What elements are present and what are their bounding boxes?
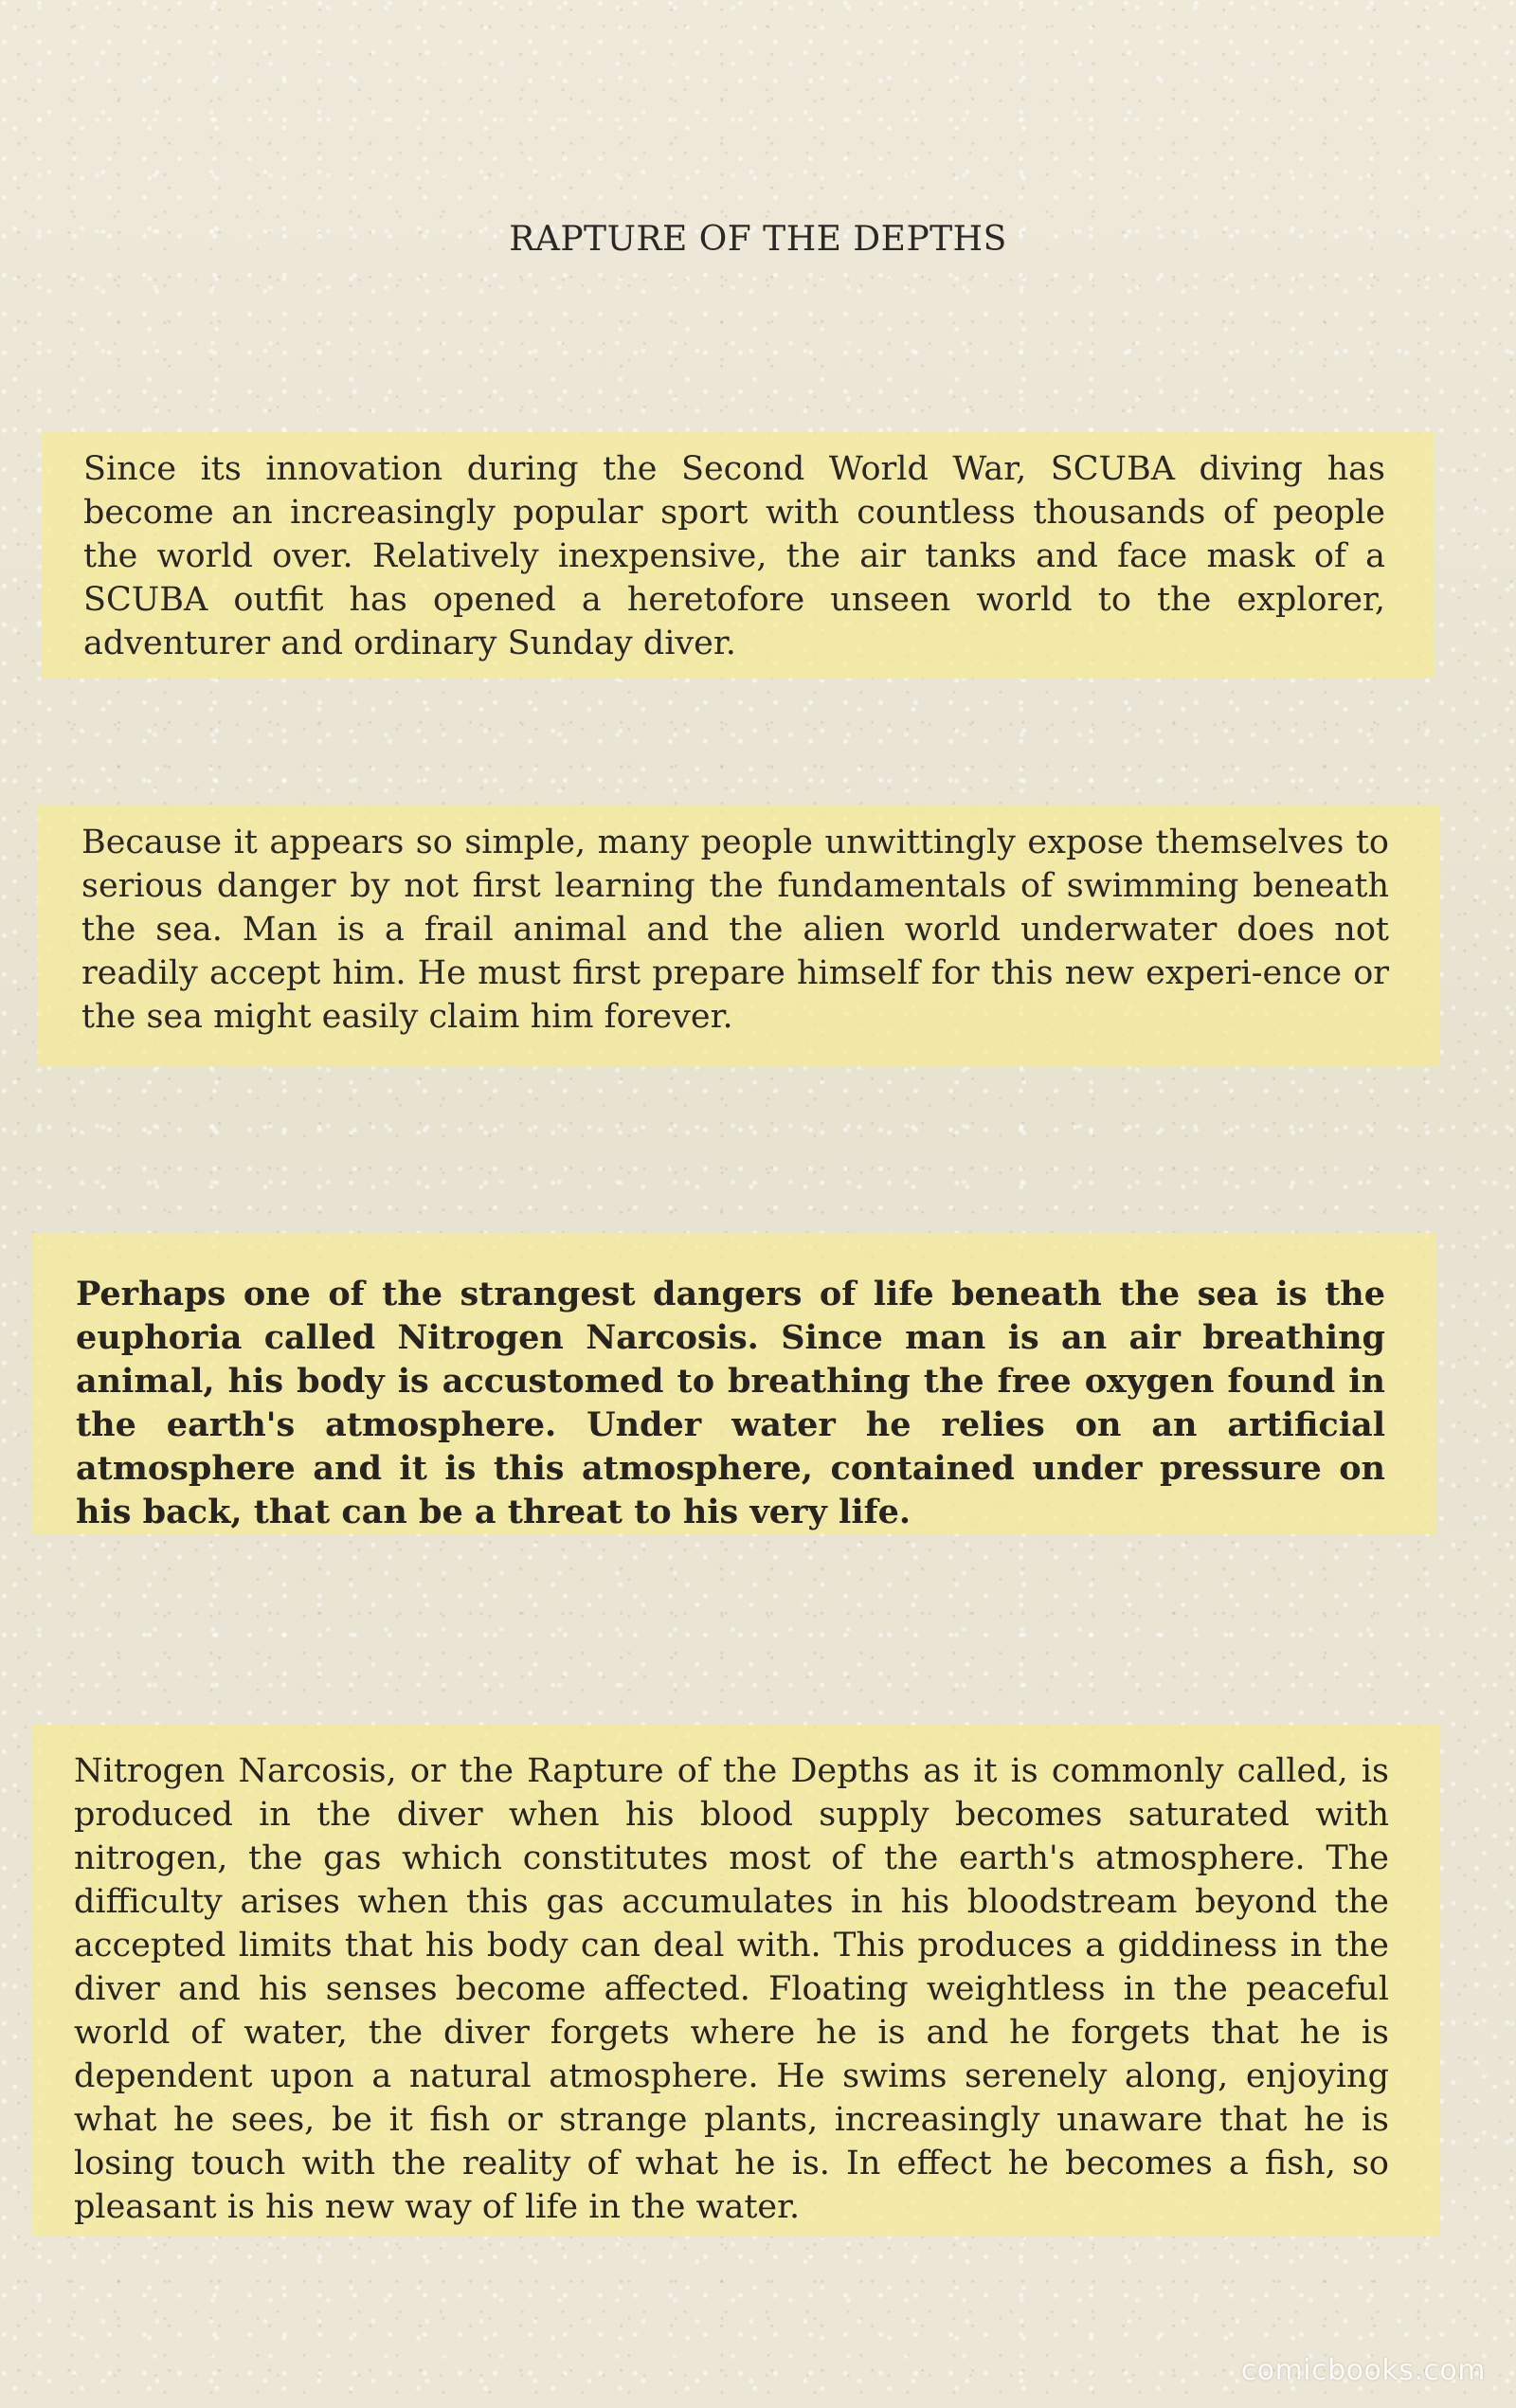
- paragraph-intro: Since its innovation during the Second World War, SCUBA diving has become an increasingly popular sport with countless thousands of people the world over. Relatively inexpensive, the air tanks and face mask of a SCUBA outfit has opened a heretofore unseen world to the explorer, adventurer and ordinary Sunday diver.: [42, 432, 1435, 679]
- paragraph-euphoria: Perhaps one of the strangest dangers of life beneath the sea is the euphoria called Nitrogen Narcosis. Since man is an air breathing animal, his body is accustomed to breathing the free oxygen found in the earth's atmosphere. Under water he relies on an artificial atmosphere and it is this atmosphere, contained under pressure on his back, that can be a threat to his very life.: [32, 1233, 1436, 1534]
- paragraph-narcosis: Nitrogen Narcosis, or the Rapture of the Depths as it is commonly called, is produced in the diver when his blood supply becomes saturated with nitrogen, the gas which constitutes most of the earth's atmosphere. The difficulty arises when this gas accumulates in his bloodstream beyond the accepted limits that his body can deal with. This produces a giddiness in the diver and his senses become affected. Floating weightless in the peaceful world of water, the diver forgets where he is and he forgets that he is dependent upon a natural atmosphere. He swims serenely along, enjoying what he sees, be it fish or strange plants, increasingly unaware that he is losing touch with the reality of what he is. In effect he becomes a fish, so pleasant is his new way of life in the water.: [32, 1725, 1440, 2236]
- page-title: RAPTURE OF THE DEPTHS: [509, 220, 1007, 259]
- paragraph-danger: Because it appears so simple, many people unwittingly expose themselves to serious danger by not first learning the fundamentals of swimming beneath the sea. Man is a frail animal and the alien world underwater does not readily accept him. He must first prepare himself for this new experi-ence or the sea might easily claim him forever.: [38, 806, 1440, 1067]
- site-watermark: comicbooks.com: [1240, 2354, 1486, 2387]
